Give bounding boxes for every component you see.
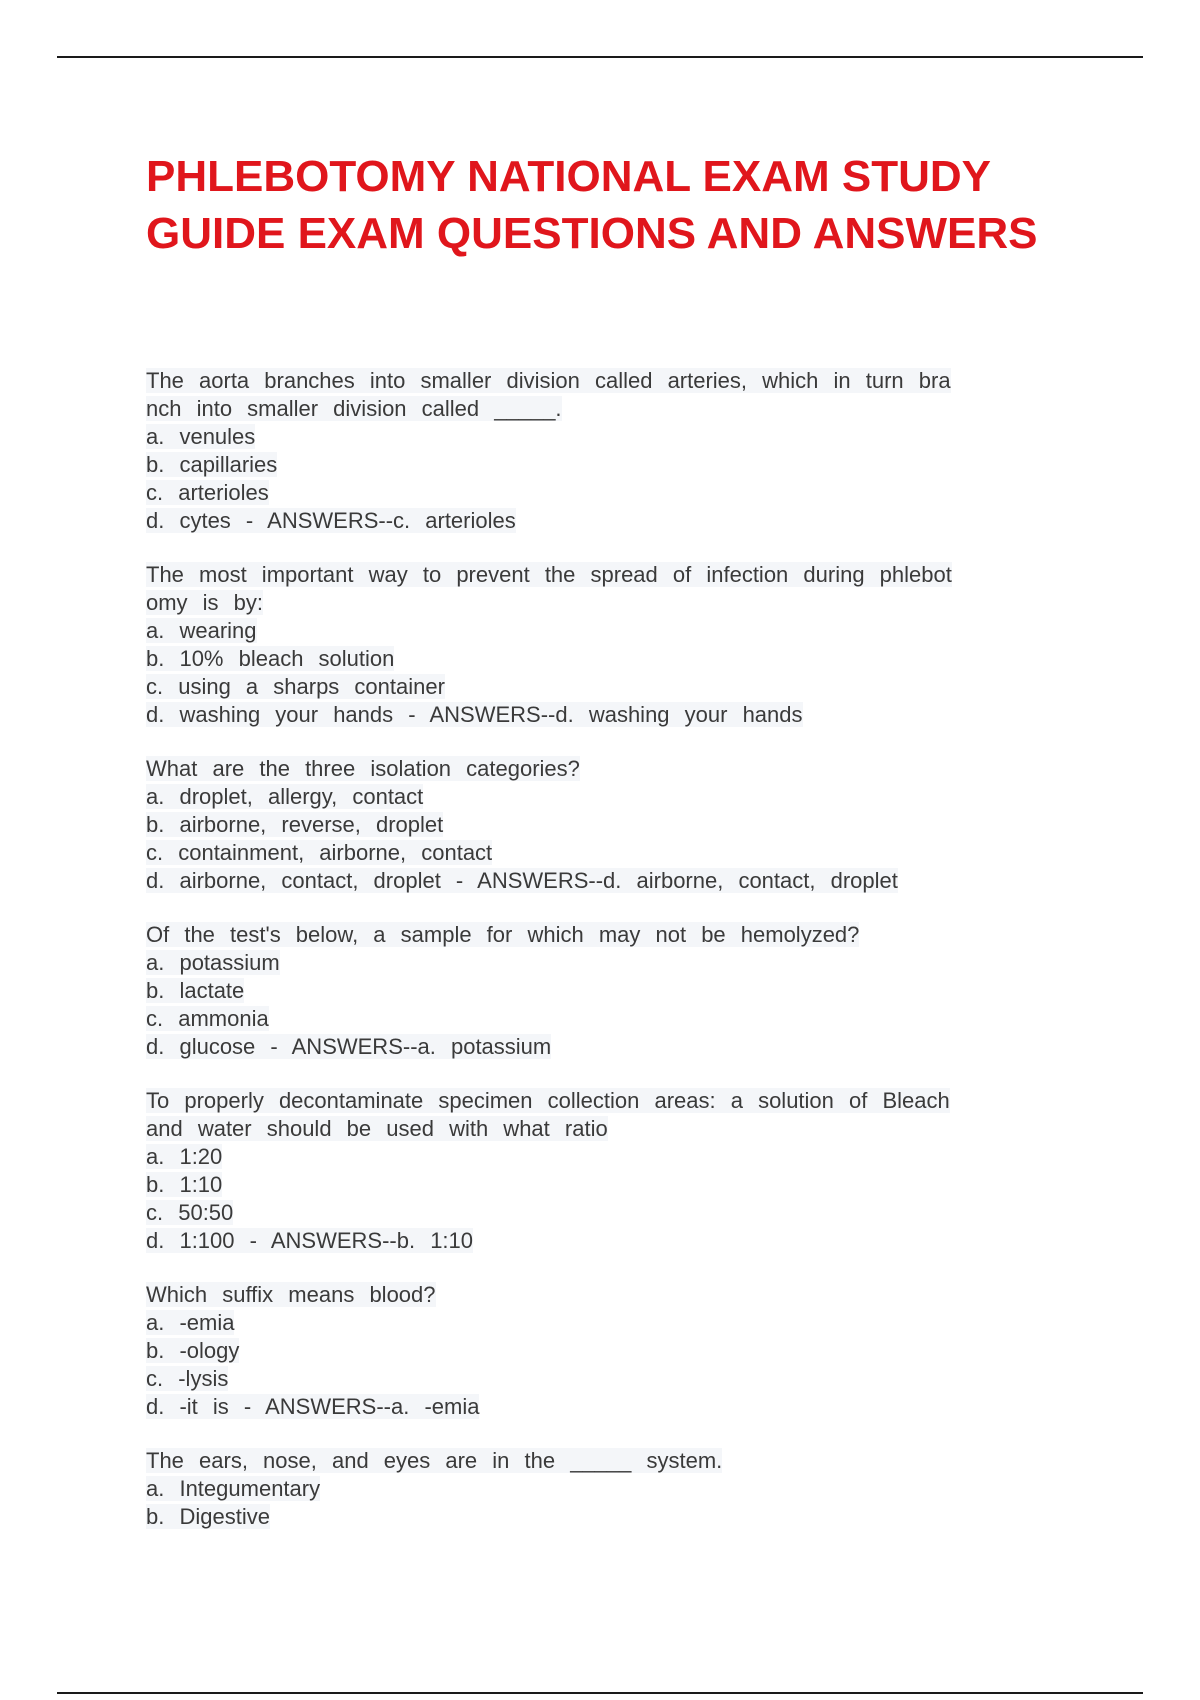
answer-option-d-with-answer: d. 1:100 - ANSWERS--b. 1:10	[146, 1228, 474, 1253]
question-block	[146, 921, 1046, 1061]
answer-option-d-with-answer: d. -it is - ANSWERS--a. -emia	[146, 1394, 480, 1419]
question-block	[146, 1447, 1046, 1531]
answer-option-d-with-answer: d. cytes - ANSWERS--c. arterioles	[146, 508, 516, 533]
answer-option-b: b. 1:10	[146, 1172, 223, 1197]
question-text-line: The aorta branches into smaller division called arteries, which in turn bra	[146, 368, 951, 393]
question-text-line: What are the three isolation categories?	[146, 756, 580, 781]
answer-option-b: b. -ology	[146, 1338, 240, 1363]
answer-option-a: a. 1:20	[146, 1144, 223, 1169]
question-text-line: Of the test's below, a sample for which may not be hemolyzed?	[146, 922, 860, 947]
bottom-rule	[57, 1692, 1143, 1694]
answer-option-b: b. 10% bleach solution	[146, 646, 395, 671]
answer-option-a: a. -emia	[146, 1310, 235, 1335]
answer-option-b: b. Digestive	[146, 1504, 270, 1529]
answer-option-b: b. lactate	[146, 978, 245, 1003]
questions-container	[146, 367, 1046, 1557]
answer-option-c: c. ammonia	[146, 1006, 269, 1031]
answer-option-b: b. capillaries	[146, 452, 278, 477]
question-block	[146, 367, 1046, 535]
answer-option-c: c. arterioles	[146, 480, 269, 505]
answer-option-b: b. airborne, reverse, droplet	[146, 812, 444, 837]
top-rule	[57, 56, 1143, 58]
question-block	[146, 1087, 1046, 1255]
answer-option-c: c. containment, airborne, contact	[146, 840, 493, 865]
answer-option-c: c. 50:50	[146, 1200, 234, 1225]
question-text-line: omy is by:	[146, 590, 264, 615]
question-text-line: Which suffix means blood?	[146, 1282, 436, 1307]
answer-option-c: c. using a sharps container	[146, 674, 445, 699]
question-text-line: The most important way to prevent the spread of infection during phlebot	[146, 562, 952, 587]
answer-option-d-with-answer: d. washing your hands - ANSWERS--d. washing your hands	[146, 702, 803, 727]
answer-option-a: a. droplet, allergy, contact	[146, 784, 424, 809]
question-text-line: nch into smaller division called _____.	[146, 396, 562, 421]
question-block	[146, 755, 1046, 895]
question-text-line: and water should be used with what ratio	[146, 1116, 608, 1141]
answer-option-a: a. wearing	[146, 618, 257, 643]
answer-option-a: a. Integumentary	[146, 1476, 321, 1501]
question-text-line: The ears, nose, and eyes are in the _____ system.	[146, 1448, 723, 1473]
answer-option-c: c. -lysis	[146, 1366, 229, 1391]
answer-option-d-with-answer: d. glucose - ANSWERS--a. potassium	[146, 1034, 552, 1059]
question-text-line: To properly decontaminate specimen collection areas: a solution of Bleach	[146, 1088, 950, 1113]
answer-option-a: a. potassium	[146, 950, 280, 975]
document-title: PHLEBOTOMY NATIONAL EXAM STUDY GUIDE EXAM QUESTIONS AND ANSWERS	[146, 152, 1038, 258]
answer-option-d-with-answer: d. airborne, contact, droplet - ANSWERS--d. airborne, contact, droplet	[146, 868, 898, 893]
question-block	[146, 1281, 1046, 1421]
answer-option-a: a. venules	[146, 424, 256, 449]
question-block	[146, 561, 1046, 729]
